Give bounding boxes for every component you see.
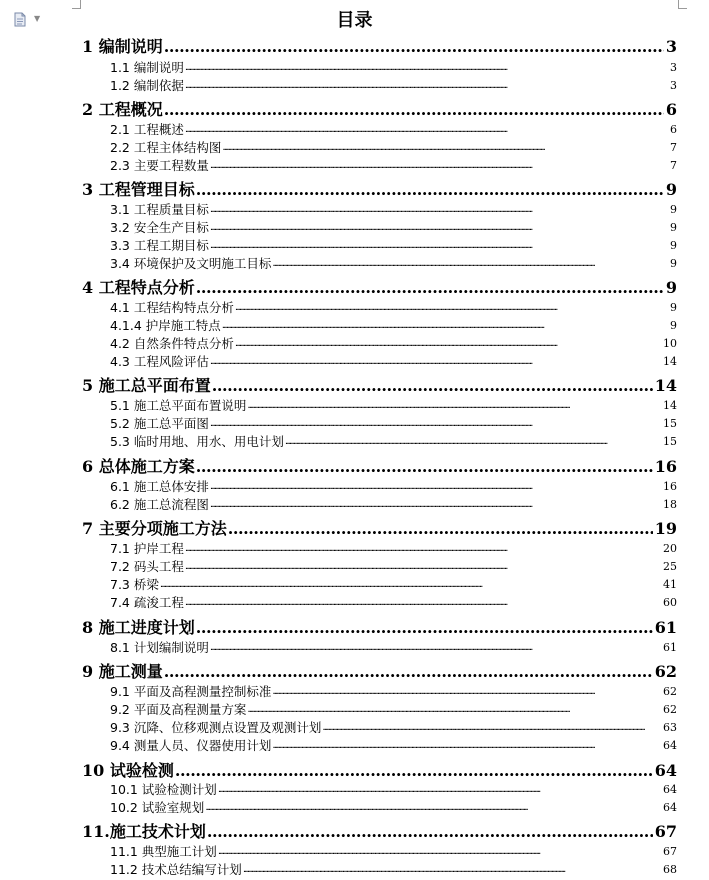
- toc-chapter-entry[interactable]: [82, 822, 677, 842]
- toc-section-entry[interactable]: [110, 300, 677, 316]
- toc-section-entry[interactable]: [110, 577, 677, 593]
- toc-page-number: 15: [663, 435, 677, 448]
- toc-dot-leader: [272, 256, 668, 272]
- toc-entry-label: 8.1 计划编制说明: [110, 640, 209, 655]
- page-title: 目录: [336, 10, 373, 31]
- toc-dot-leader: [210, 416, 661, 432]
- toc-page-number: 61: [663, 641, 677, 654]
- toc-page-number: 3: [665, 37, 677, 56]
- toc-dot-leader: [207, 822, 653, 842]
- toc-section-entry[interactable]: [110, 738, 677, 754]
- toc-section-entry[interactable]: [110, 862, 677, 878]
- toc-entry-label: 4.1.4 护岸施工特点: [110, 318, 221, 333]
- toc-entry-label: 7.2 码头工程: [110, 559, 184, 574]
- toc-entry-label: 5.2 施工总平面图: [110, 416, 209, 431]
- toc-page-number: 64: [663, 783, 677, 796]
- toc-section-entry[interactable]: [110, 640, 677, 656]
- toc-entry-label: 5.3 临时用地、用水、用电计划: [110, 434, 284, 449]
- toc-section-entry[interactable]: [110, 800, 677, 816]
- toc-dot-leader: [212, 376, 653, 396]
- chevron-down-icon[interactable]: ▼: [34, 14, 41, 23]
- toc-entry-label: 9.2 平面及高程测量方案: [110, 702, 247, 717]
- toc-page-number: 3: [670, 61, 677, 74]
- toc-section-entry[interactable]: [110, 78, 677, 94]
- toc-page-number: 64: [654, 761, 677, 780]
- toc-page-number: 62: [654, 662, 677, 681]
- toc-entry-label: 3.2 安全生产目标: [110, 220, 209, 235]
- toc-page-number: 63: [663, 721, 677, 734]
- toc-section-entry[interactable]: [110, 158, 677, 174]
- toc-entry-label: 1.1 编制说明: [110, 60, 184, 75]
- toc-entry-label: 11.施工技术计划: [82, 822, 206, 841]
- toc-page-number: 25: [663, 560, 677, 573]
- margin-corner-mark-right: [678, 0, 679, 8]
- toc-dot-leader: [164, 662, 653, 682]
- toc-page-number: 14: [663, 399, 677, 412]
- toc-entry-label: 7.4 疏浚工程: [110, 595, 184, 610]
- toc-entry-label: 6.1 施工总体安排: [110, 479, 209, 494]
- toc-page-number: 9: [670, 221, 677, 234]
- toc-page-number: 16: [663, 480, 677, 493]
- toc-dot-leader: [196, 618, 653, 638]
- toc-page-number: 7: [670, 141, 677, 154]
- toc-section-entry[interactable]: [110, 238, 677, 254]
- toc-entry-label: 10 试验检测: [82, 761, 174, 780]
- toc-section-entry[interactable]: [110, 497, 677, 513]
- toc-chapter-entry[interactable]: [82, 376, 677, 396]
- toc-dot-leader: [196, 457, 653, 477]
- toc-section-entry[interactable]: [110, 354, 677, 370]
- toc-entry-label: 9.4 测量人员、仪器使用计划: [110, 738, 272, 753]
- toc-entry-label: 3.4 环境保护及文明施工目标: [110, 256, 272, 271]
- toc-entry-label: 7.3 桥梁: [110, 577, 159, 592]
- toc-section-entry[interactable]: [110, 140, 677, 156]
- toc-section-entry[interactable]: [110, 256, 677, 272]
- toc-dot-leader: [235, 300, 668, 316]
- toc-page-number: 60: [663, 596, 677, 609]
- toc-dot-leader: [272, 738, 661, 754]
- toc-dot-leader: [185, 78, 668, 94]
- toc-entry-label: 5 施工总平面布置: [82, 376, 211, 395]
- toc-dot-leader: [210, 479, 661, 495]
- toc-chapter-entry[interactable]: [82, 100, 677, 120]
- toc-entry-label: 5.1 施工总平面布置说明: [110, 398, 247, 413]
- toc-entry-label: 10.1 试验检测计划: [110, 782, 217, 797]
- toc-dot-leader: [218, 782, 661, 798]
- toc-page-number: 62: [663, 703, 677, 716]
- toc-page-number: 6: [665, 100, 677, 119]
- toc-entry-label: 3 工程管理目标: [82, 180, 195, 199]
- toc-entry-label: 11.1 典型施工计划: [110, 844, 217, 859]
- toc-dot-leader: [210, 640, 661, 656]
- toc-entry-label: 6 总体施工方案: [82, 457, 195, 476]
- toc-page-number: 9: [665, 180, 677, 199]
- toc-entry-label: 6.2 施工总流程图: [110, 497, 209, 512]
- toc-chapter-entry[interactable]: [82, 618, 677, 638]
- toc-chapter-entry[interactable]: [82, 278, 677, 298]
- toc-entry-label: 3.1 工程质量目标: [110, 202, 209, 217]
- toc-chapter-entry[interactable]: [82, 662, 677, 682]
- toc-dot-leader: [272, 684, 661, 700]
- toc-section-entry[interactable]: [110, 202, 677, 218]
- toc-dot-leader: [210, 238, 668, 254]
- toc-dot-leader: [185, 541, 661, 557]
- toc-dot-leader: [222, 140, 668, 156]
- margin-corner-mark-left: [80, 0, 81, 8]
- toc-section-entry[interactable]: [110, 220, 677, 236]
- toc-dot-leader: [210, 202, 668, 218]
- toc-page-number: 67: [663, 845, 677, 858]
- toc-dot-leader: [210, 354, 661, 370]
- toc-section-entry[interactable]: [110, 702, 677, 718]
- toc-entry-label: 10.2 试验室规划: [110, 800, 205, 815]
- toc-dot-leader: [185, 559, 661, 575]
- toc-entry-label: 9 施工测量: [82, 662, 163, 681]
- toc-dot-leader: [285, 434, 661, 450]
- toc-page-number: 14: [663, 355, 677, 368]
- toc-dot-leader: [175, 761, 653, 781]
- toc-page-number: 9: [670, 301, 677, 314]
- toc-dot-leader: [185, 595, 661, 611]
- toc-section-entry[interactable]: [110, 541, 677, 557]
- toc-entry-label: 8 施工进度计划: [82, 618, 195, 637]
- toc-page-number: 16: [654, 457, 677, 476]
- toc-page-number: 14: [654, 376, 677, 395]
- toc-page-number: 9: [665, 278, 677, 297]
- toc-entry-label: 4.3 工程风险评估: [110, 354, 209, 369]
- toc-entry-label: 9.3 沉降、位移观测点设置及观测计划: [110, 720, 322, 735]
- toc-page-number: 9: [670, 239, 677, 252]
- toc-section-entry[interactable]: [110, 559, 677, 575]
- toc-entry-label: 1.2 编制依据: [110, 78, 184, 93]
- toc-section-entry[interactable]: [110, 318, 677, 334]
- toc-section-entry[interactable]: [110, 720, 677, 736]
- toc-page-number: 6: [670, 123, 677, 136]
- toc-page-number: 41: [663, 578, 677, 591]
- toc-dot-leader: [322, 720, 661, 736]
- toc-entry-label: 7 主要分项施工方法: [82, 519, 227, 538]
- toc-page-number: 64: [663, 739, 677, 752]
- toc-page-number: 19: [654, 519, 677, 538]
- toc-entry-label: 2 工程概况: [82, 100, 163, 119]
- toc-entry-label: 4.1 工程结构特点分析: [110, 300, 234, 315]
- toc-page-number: 15: [663, 417, 677, 430]
- toc-dot-leader: [228, 519, 653, 539]
- toc-entry-label: 7.1 护岸工程: [110, 541, 184, 556]
- toc-dot-leader: [196, 278, 664, 298]
- toc-section-entry[interactable]: [110, 595, 677, 611]
- toc-section-entry[interactable]: [110, 122, 677, 138]
- toc-page-number: 18: [663, 498, 677, 511]
- toc-entry-label: 2.2 工程主体结构图: [110, 140, 222, 155]
- toc-chapter-entry[interactable]: [82, 37, 677, 57]
- toc-section-entry[interactable]: [110, 336, 677, 352]
- toc-section-entry[interactable]: [110, 782, 677, 798]
- toc-page-number: 9: [670, 203, 677, 216]
- toc-page-number: 9: [670, 257, 677, 270]
- toc-dot-leader: [210, 220, 668, 236]
- toc-entry-label: 4 工程特点分析: [82, 278, 195, 297]
- toc-dot-leader: [222, 318, 668, 334]
- toc-entry-label: 1 编制说明: [82, 37, 163, 56]
- toc-dot-leader: [247, 398, 661, 414]
- toc-page-number: 61: [654, 618, 677, 637]
- toc-dot-leader: [210, 497, 661, 513]
- toc-dot-leader: [205, 800, 661, 816]
- toc-section-entry[interactable]: [110, 684, 677, 700]
- toc-chapter-entry[interactable]: [82, 457, 677, 477]
- toc-section-entry[interactable]: [110, 60, 677, 76]
- toc-page-number: 20: [663, 542, 677, 555]
- toc-entry-label: 4.2 自然条件特点分析: [110, 336, 234, 351]
- toc-page-number: 62: [663, 685, 677, 698]
- toc-chapter-entry[interactable]: [82, 519, 677, 539]
- toc-dot-leader: [235, 336, 661, 352]
- toc-dot-leader: [243, 862, 661, 878]
- toc-dot-leader: [160, 577, 661, 593]
- toc-page-number: 10: [663, 337, 677, 350]
- toc-dot-leader: [218, 844, 661, 860]
- toc-dot-leader: [247, 702, 661, 718]
- toc-dot-leader: [185, 60, 668, 76]
- toc-page-number: 3: [670, 79, 677, 92]
- toc-page-number: 7: [670, 159, 677, 172]
- toc-page-number: 64: [663, 801, 677, 814]
- toc-entry-label: 2.3 主要工程数量: [110, 158, 209, 173]
- toc-page-number: 67: [654, 822, 677, 841]
- toc-page-number: 68: [663, 863, 677, 876]
- toc-dot-leader: [210, 158, 668, 174]
- toc-section-entry[interactable]: [110, 416, 677, 432]
- toc-dot-leader: [164, 100, 664, 120]
- toc-entry-label: 9.1 平面及高程测量控制标准: [110, 684, 272, 699]
- toc-dot-leader: [196, 180, 664, 200]
- toc-section-entry[interactable]: [110, 844, 677, 860]
- toc-entry-label: 2.1 工程概述: [110, 122, 184, 137]
- toc-section-entry[interactable]: [110, 479, 677, 495]
- toc-dot-leader: [185, 122, 668, 138]
- toc-section-entry[interactable]: [110, 434, 677, 450]
- toc-chapter-entry[interactable]: [82, 180, 677, 200]
- toc-section-entry[interactable]: [110, 398, 677, 414]
- toc-page-number: 9: [670, 319, 677, 332]
- toc-chapter-entry[interactable]: [82, 761, 677, 781]
- toc-dot-leader: [164, 37, 664, 57]
- toc-entry-label: 11.2 技术总结编写计划: [110, 862, 242, 877]
- toc-entry-label: 3.3 工程工期目标: [110, 238, 209, 253]
